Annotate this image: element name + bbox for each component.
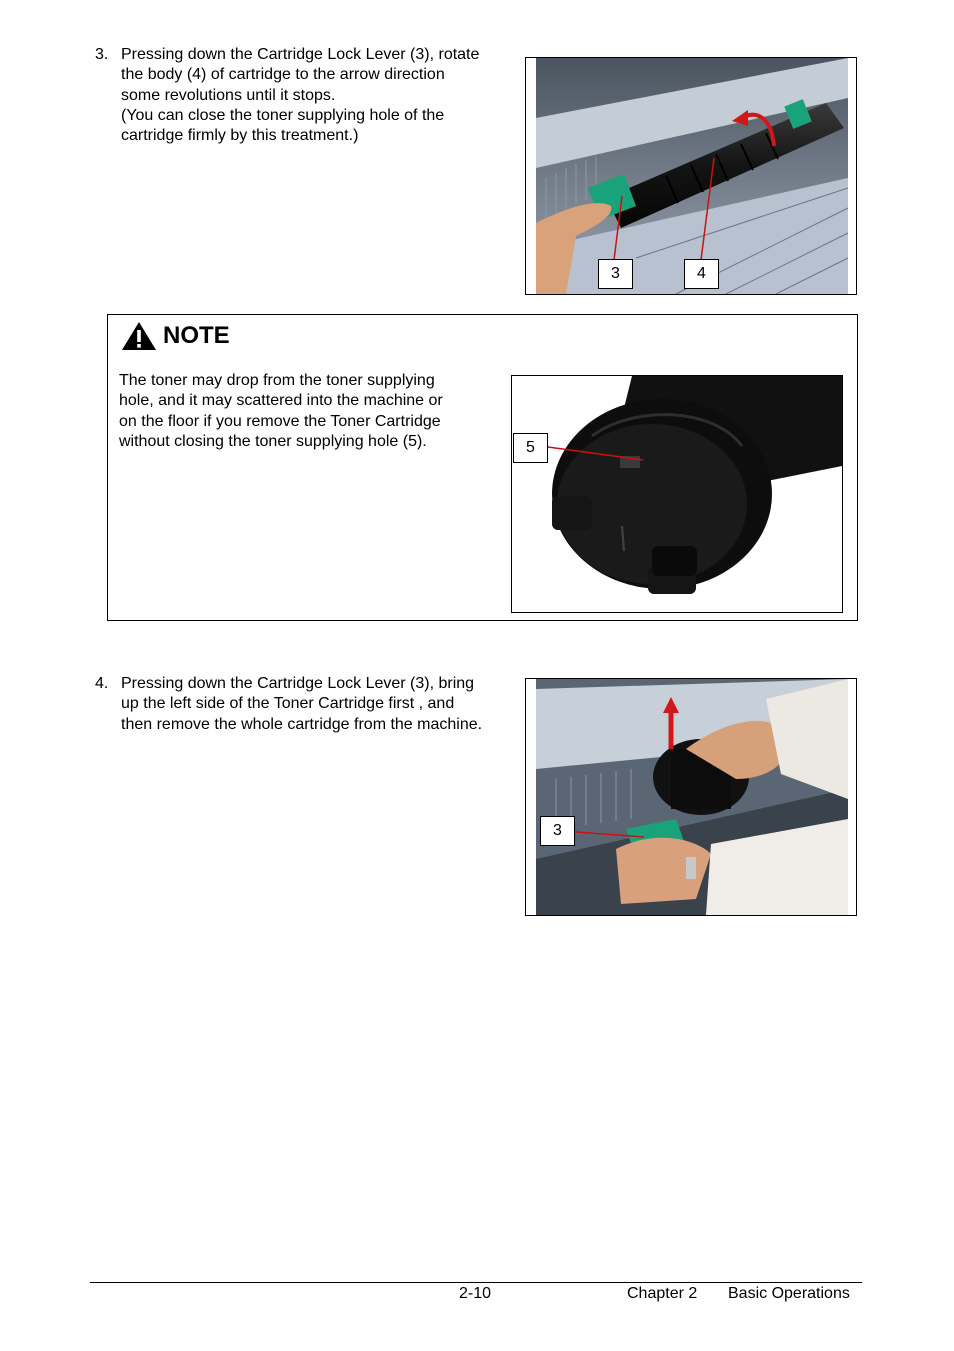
note-title: NOTE <box>163 322 230 349</box>
cartridge-end-illustration <box>512 376 842 612</box>
note-text <box>119 371 494 452</box>
callout-3: 3 <box>540 816 575 846</box>
step-line: then remove the whole cartridge from the machine. <box>121 715 483 733</box>
footer-section: Basic Operations <box>728 1285 850 1302</box>
note-line: The toner may drop from the toner supplying <box>119 372 435 389</box>
step-line: some revolutions until it stops. <box>121 86 336 104</box>
note-line: hole, and it may scattered into the machine or <box>119 392 443 410</box>
footer-rule <box>90 1282 862 1283</box>
callout-4: 4 <box>684 259 719 289</box>
note-line: on the floor if you remove the Toner Cartridge <box>119 412 441 430</box>
step-text <box>121 45 525 146</box>
cartridge-removal-illustration <box>526 679 856 915</box>
page-number: 2-10 <box>459 1285 492 1302</box>
step-line: the body (4) of cartridge to the arrow direction <box>121 66 445 84</box>
step-line: (You can close the toner supplying hole of the <box>121 106 445 124</box>
step-text <box>121 674 525 735</box>
note-line: without closing the toner supplying hole (5). <box>119 432 427 450</box>
callout-3: 3 <box>598 259 633 289</box>
callout-5: 5 <box>513 433 548 463</box>
step-number: 3. <box>95 46 109 63</box>
step-line: up the left side of the Toner Cartridge first , and <box>121 695 455 713</box>
warning-icon <box>121 321 157 351</box>
step-line: Pressing down the Cartridge Lock Lever (3), bring <box>121 675 475 692</box>
note-photo <box>511 375 843 613</box>
footer-chapter: Chapter 2 <box>627 1285 698 1302</box>
step-line: cartridge firmly by this treatment.) <box>121 127 359 145</box>
step-number: 4. <box>95 675 109 692</box>
step-line: Pressing down the Cartridge Lock Lever (3), rotate <box>121 46 480 63</box>
step-4-photo <box>525 678 857 916</box>
step-3-photo <box>525 57 857 295</box>
